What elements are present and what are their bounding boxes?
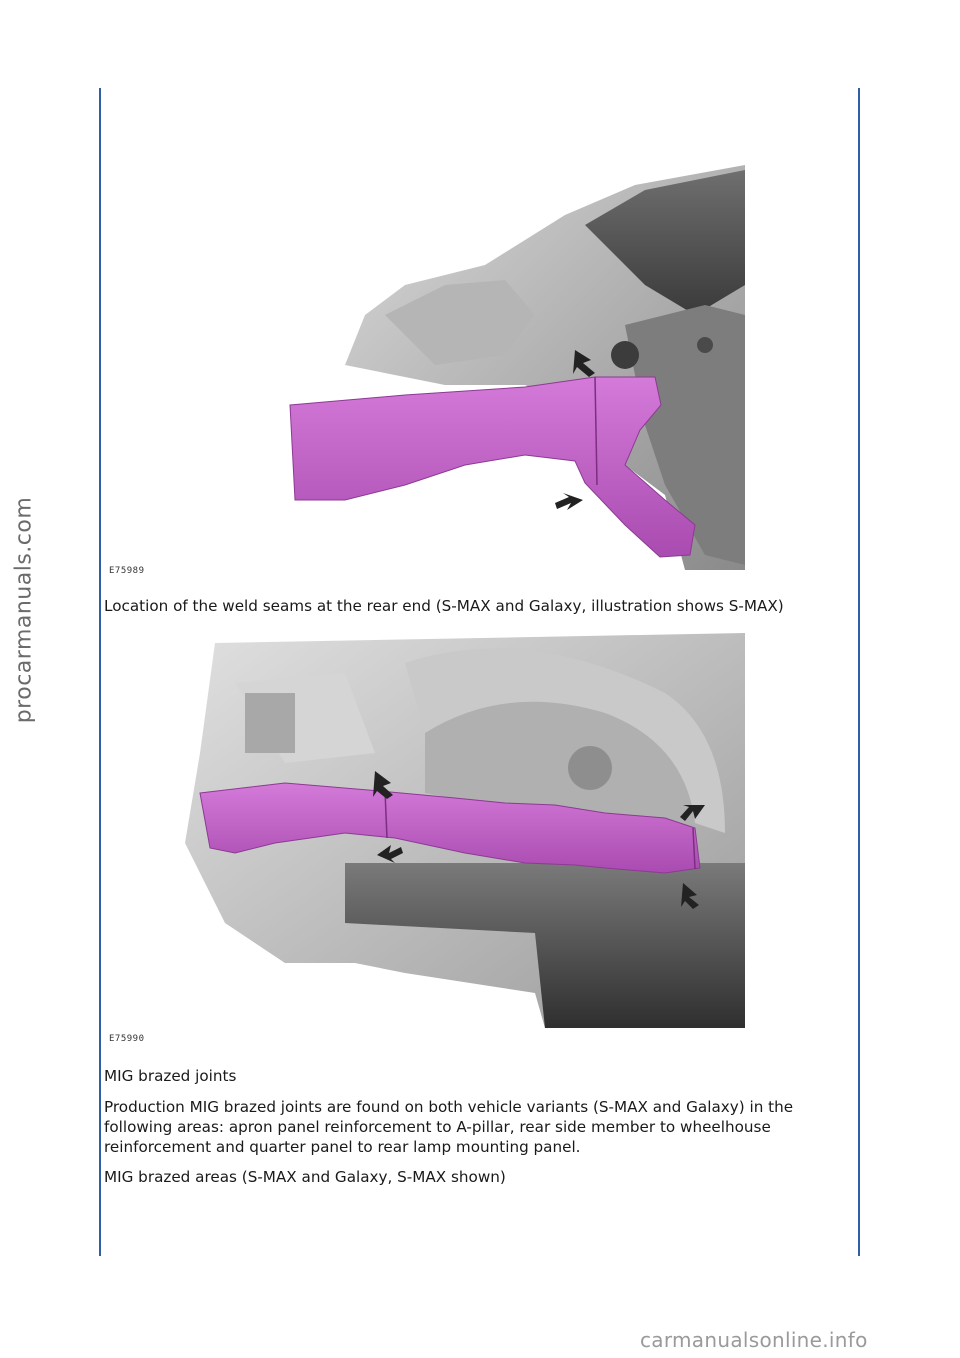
- side-watermark-text: procarmanuals.com: [11, 496, 37, 724]
- right-margin-rule: [858, 88, 860, 1256]
- section-heading: MIG brazed joints: [104, 1067, 237, 1085]
- side-watermark: [4, 430, 44, 790]
- bottom-watermark: carmanualsonline.info: [640, 1328, 868, 1352]
- wheelhouse-illustration: [105, 633, 745, 1053]
- figure-3-caption: MIG brazed areas (S-MAX and Galaxy, S-MAX shown): [104, 1168, 506, 1186]
- left-margin-rule: [99, 88, 101, 1256]
- rear-end-illustration: [105, 165, 745, 585]
- figure-code: E75989: [109, 566, 145, 576]
- weld-arrow-icon: [555, 493, 583, 510]
- figure-rear-end-weld-seams: [105, 165, 745, 585]
- body-paragraph: Production MIG brazed joints are found on both vehicle variants (S-MAX and Galaxy) in the following areas: apron panel reinforcement to A-pillar, rear side member to wheelhouse reinforcement and quarter panel to rear lamp mounting panel.: [104, 1098, 794, 1156]
- figure-code: E75990: [109, 1034, 145, 1044]
- figure-1-caption: Location of the weld seams at the rear end (S-MAX and Galaxy, illustration shows S-MAX): [104, 597, 784, 615]
- figure-mig-brazed-areas: [105, 633, 745, 1053]
